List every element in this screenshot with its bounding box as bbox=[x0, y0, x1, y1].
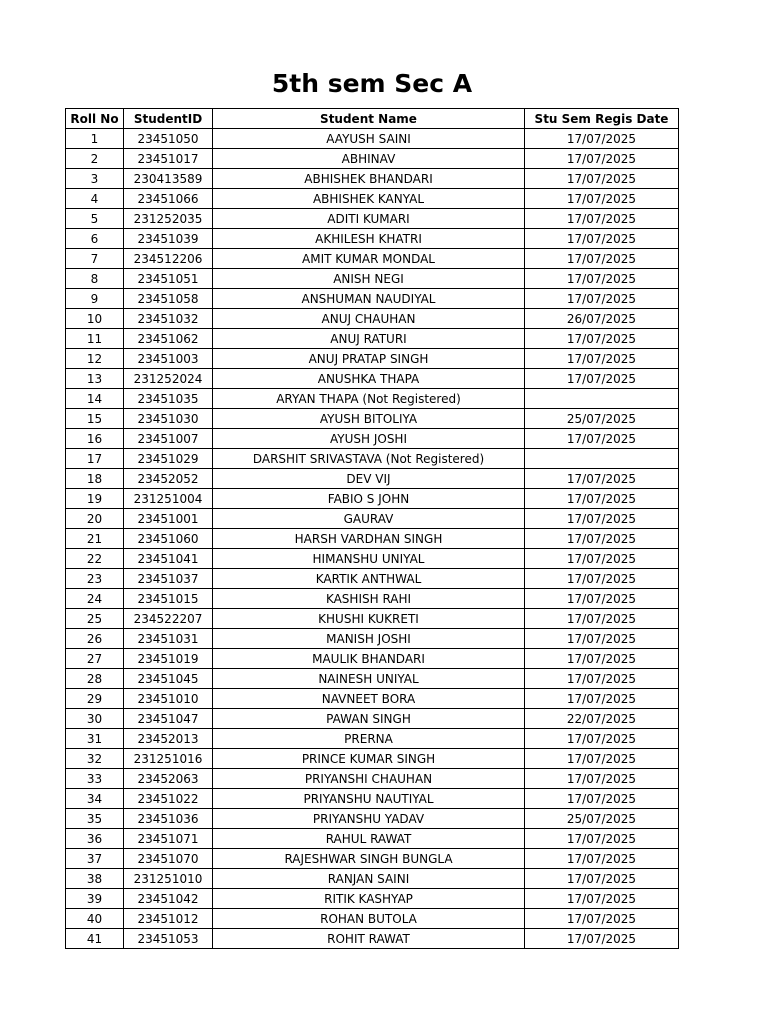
roll-no-cell: 20 bbox=[66, 509, 124, 529]
table-row bbox=[66, 409, 679, 429]
student-name-cell: AAYUSH SAINI bbox=[213, 129, 525, 149]
regis-date-cell bbox=[525, 449, 679, 469]
student-id-cell: 23451060 bbox=[124, 529, 213, 549]
header-student-name: Student Name bbox=[213, 109, 525, 129]
student-name-cell: MAULIK BHANDARI bbox=[213, 649, 525, 669]
student-name-cell: KHUSHI KUKRETI bbox=[213, 609, 525, 629]
roll-no-cell: 41 bbox=[66, 929, 124, 949]
roll-no-cell: 30 bbox=[66, 709, 124, 729]
table-row bbox=[66, 889, 679, 909]
student-name-cell: HARSH VARDHAN SINGH bbox=[213, 529, 525, 549]
student-name-cell: PAWAN SINGH bbox=[213, 709, 525, 729]
roll-no-cell: 25 bbox=[66, 609, 124, 629]
regis-date-cell: 17/07/2025 bbox=[525, 209, 679, 229]
student-name-cell: ROHAN BUTOLA bbox=[213, 909, 525, 929]
student-id-cell: 23451045 bbox=[124, 669, 213, 689]
regis-date-cell: 17/07/2025 bbox=[525, 229, 679, 249]
table-row bbox=[66, 509, 679, 529]
regis-date-cell: 17/07/2025 bbox=[525, 729, 679, 749]
student-id-cell: 23451022 bbox=[124, 789, 213, 809]
table-row bbox=[66, 549, 679, 569]
student-name-cell: ABHISHEK BHANDARI bbox=[213, 169, 525, 189]
roll-no-cell: 13 bbox=[66, 369, 124, 389]
table-row bbox=[66, 769, 679, 789]
regis-date-cell: 17/07/2025 bbox=[525, 649, 679, 669]
student-name-cell: ANUSHKA THAPA bbox=[213, 369, 525, 389]
student-table bbox=[65, 108, 679, 949]
student-name-cell: KARTIK ANTHWAL bbox=[213, 569, 525, 589]
student-name-cell: RANJAN SAINI bbox=[213, 869, 525, 889]
student-id-cell: 23451010 bbox=[124, 689, 213, 709]
table-row bbox=[66, 429, 679, 449]
table-body bbox=[66, 129, 679, 949]
student-name-cell: AYUSH JOSHI bbox=[213, 429, 525, 449]
table-row bbox=[66, 749, 679, 769]
student-name-cell: RITIK KASHYAP bbox=[213, 889, 525, 909]
student-name-cell: PRIYANSHU YADAV bbox=[213, 809, 525, 829]
roll-no-cell: 18 bbox=[66, 469, 124, 489]
table-row bbox=[66, 649, 679, 669]
student-name-cell: KASHISH RAHI bbox=[213, 589, 525, 609]
table-row bbox=[66, 309, 679, 329]
student-id-cell: 23451036 bbox=[124, 809, 213, 829]
roll-no-cell: 32 bbox=[66, 749, 124, 769]
roll-no-cell: 36 bbox=[66, 829, 124, 849]
regis-date-cell: 17/07/2025 bbox=[525, 569, 679, 589]
table-row bbox=[66, 189, 679, 209]
regis-date-cell: 22/07/2025 bbox=[525, 709, 679, 729]
student-id-cell: 23451012 bbox=[124, 909, 213, 929]
table-row bbox=[66, 689, 679, 709]
roll-no-cell: 29 bbox=[66, 689, 124, 709]
table-row bbox=[66, 449, 679, 469]
regis-date-cell: 17/07/2025 bbox=[525, 669, 679, 689]
regis-date-cell: 17/07/2025 bbox=[525, 429, 679, 449]
student-name-cell: RAHUL RAWAT bbox=[213, 829, 525, 849]
regis-date-cell: 17/07/2025 bbox=[525, 929, 679, 949]
student-id-cell: 23451017 bbox=[124, 149, 213, 169]
roll-no-cell: 3 bbox=[66, 169, 124, 189]
roll-no-cell: 19 bbox=[66, 489, 124, 509]
roll-no-cell: 35 bbox=[66, 809, 124, 829]
student-id-cell: 231251016 bbox=[124, 749, 213, 769]
student-name-cell: GAURAV bbox=[213, 509, 525, 529]
table-row bbox=[66, 849, 679, 869]
roll-no-cell: 40 bbox=[66, 909, 124, 929]
roll-no-cell: 39 bbox=[66, 889, 124, 909]
regis-date-cell: 17/07/2025 bbox=[525, 169, 679, 189]
student-id-cell: 23451053 bbox=[124, 929, 213, 949]
student-name-cell: ANSHUMAN NAUDIYAL bbox=[213, 289, 525, 309]
table-row bbox=[66, 869, 679, 889]
roll-no-cell: 28 bbox=[66, 669, 124, 689]
table-row bbox=[66, 609, 679, 629]
student-id-cell: 23451029 bbox=[124, 449, 213, 469]
roll-no-cell: 37 bbox=[66, 849, 124, 869]
regis-date-cell: 17/07/2025 bbox=[525, 149, 679, 169]
header-student-id: StudentID bbox=[124, 109, 213, 129]
student-name-cell: FABIO S JOHN bbox=[213, 489, 525, 509]
roll-no-cell: 5 bbox=[66, 209, 124, 229]
table-row bbox=[66, 129, 679, 149]
student-name-cell: HIMANSHU UNIYAL bbox=[213, 549, 525, 569]
table-row bbox=[66, 369, 679, 389]
regis-date-cell: 17/07/2025 bbox=[525, 289, 679, 309]
student-id-cell: 23451003 bbox=[124, 349, 213, 369]
student-name-cell: AMIT KUMAR MONDAL bbox=[213, 249, 525, 269]
student-id-cell: 23451015 bbox=[124, 589, 213, 609]
roll-no-cell: 33 bbox=[66, 769, 124, 789]
regis-date-cell: 17/07/2025 bbox=[525, 549, 679, 569]
regis-date-cell: 17/07/2025 bbox=[525, 129, 679, 149]
student-name-cell: NAINESH UNIYAL bbox=[213, 669, 525, 689]
roll-no-cell: 17 bbox=[66, 449, 124, 469]
regis-date-cell: 17/07/2025 bbox=[525, 749, 679, 769]
roll-no-cell: 34 bbox=[66, 789, 124, 809]
student-id-cell: 23451032 bbox=[124, 309, 213, 329]
student-id-cell: 23451062 bbox=[124, 329, 213, 349]
student-name-cell: ROHIT RAWAT bbox=[213, 929, 525, 949]
student-id-cell: 23451039 bbox=[124, 229, 213, 249]
regis-date-cell: 17/07/2025 bbox=[525, 769, 679, 789]
student-name-cell: ARYAN THAPA (Not Registered) bbox=[213, 389, 525, 409]
student-id-cell: 23451037 bbox=[124, 569, 213, 589]
student-name-cell: PRIYANSHI CHAUHAN bbox=[213, 769, 525, 789]
student-name-cell: ADITI KUMARI bbox=[213, 209, 525, 229]
table-row bbox=[66, 789, 679, 809]
regis-date-cell: 17/07/2025 bbox=[525, 489, 679, 509]
student-id-cell: 23451071 bbox=[124, 829, 213, 849]
roll-no-cell: 8 bbox=[66, 269, 124, 289]
regis-date-cell: 17/07/2025 bbox=[525, 909, 679, 929]
regis-date-cell: 17/07/2025 bbox=[525, 789, 679, 809]
table-row bbox=[66, 629, 679, 649]
table-row bbox=[66, 929, 679, 949]
roll-no-cell: 26 bbox=[66, 629, 124, 649]
regis-date-cell: 26/07/2025 bbox=[525, 309, 679, 329]
regis-date-cell: 17/07/2025 bbox=[525, 249, 679, 269]
regis-date-cell bbox=[525, 389, 679, 409]
student-name-cell: ANUJ CHAUHAN bbox=[213, 309, 525, 329]
student-id-cell: 23452063 bbox=[124, 769, 213, 789]
student-id-cell: 23451007 bbox=[124, 429, 213, 449]
roll-no-cell: 27 bbox=[66, 649, 124, 669]
table-row bbox=[66, 269, 679, 289]
roll-no-cell: 16 bbox=[66, 429, 124, 449]
student-id-cell: 23451047 bbox=[124, 709, 213, 729]
table-row bbox=[66, 469, 679, 489]
roll-no-cell: 2 bbox=[66, 149, 124, 169]
regis-date-cell: 17/07/2025 bbox=[525, 369, 679, 389]
roll-no-cell: 1 bbox=[66, 129, 124, 149]
header-regis-date: Stu Sem Regis Date bbox=[525, 109, 679, 129]
table-row bbox=[66, 729, 679, 749]
student-id-cell: 234512206 bbox=[124, 249, 213, 269]
roll-no-cell: 12 bbox=[66, 349, 124, 369]
roll-no-cell: 38 bbox=[66, 869, 124, 889]
regis-date-cell: 17/07/2025 bbox=[525, 629, 679, 649]
table-row bbox=[66, 669, 679, 689]
table-row bbox=[66, 909, 679, 929]
student-id-cell: 23451070 bbox=[124, 849, 213, 869]
regis-date-cell: 17/07/2025 bbox=[525, 529, 679, 549]
roll-no-cell: 23 bbox=[66, 569, 124, 589]
regis-date-cell: 17/07/2025 bbox=[525, 849, 679, 869]
roll-no-cell: 24 bbox=[66, 589, 124, 609]
student-id-cell: 23451050 bbox=[124, 129, 213, 149]
roll-no-cell: 7 bbox=[66, 249, 124, 269]
student-id-cell: 231251004 bbox=[124, 489, 213, 509]
regis-date-cell: 17/07/2025 bbox=[525, 269, 679, 289]
student-name-cell: ANUJ PRATAP SINGH bbox=[213, 349, 525, 369]
student-id-cell: 231251010 bbox=[124, 869, 213, 889]
student-name-cell: PRINCE KUMAR SINGH bbox=[213, 749, 525, 769]
table-row bbox=[66, 149, 679, 169]
regis-date-cell: 17/07/2025 bbox=[525, 609, 679, 629]
student-id-cell: 23452052 bbox=[124, 469, 213, 489]
student-name-cell: MANISH JOSHI bbox=[213, 629, 525, 649]
student-name-cell: RAJESHWAR SINGH BUNGLA bbox=[213, 849, 525, 869]
student-name-cell: NAVNEET BORA bbox=[213, 689, 525, 709]
student-name-cell: DARSHIT SRIVASTAVA (Not Registered) bbox=[213, 449, 525, 469]
table-row bbox=[66, 229, 679, 249]
roll-no-cell: 14 bbox=[66, 389, 124, 409]
roll-no-cell: 11 bbox=[66, 329, 124, 349]
table-row bbox=[66, 589, 679, 609]
table-row bbox=[66, 809, 679, 829]
student-id-cell: 23451031 bbox=[124, 629, 213, 649]
student-name-cell: DEV VIJ bbox=[213, 469, 525, 489]
student-name-cell: ANISH NEGI bbox=[213, 269, 525, 289]
roll-no-cell: 22 bbox=[66, 549, 124, 569]
regis-date-cell: 17/07/2025 bbox=[525, 189, 679, 209]
roll-no-cell: 15 bbox=[66, 409, 124, 429]
roll-no-cell: 31 bbox=[66, 729, 124, 749]
table-row bbox=[66, 569, 679, 589]
table-row bbox=[66, 249, 679, 269]
regis-date-cell: 17/07/2025 bbox=[525, 689, 679, 709]
roll-no-cell: 6 bbox=[66, 229, 124, 249]
student-id-cell: 231252024 bbox=[124, 369, 213, 389]
header-roll-no: Roll No bbox=[66, 109, 124, 129]
student-id-cell: 23451041 bbox=[124, 549, 213, 569]
student-id-cell: 234522207 bbox=[124, 609, 213, 629]
student-id-cell: 23451035 bbox=[124, 389, 213, 409]
student-name-cell: ABHINAV bbox=[213, 149, 525, 169]
student-id-cell: 23451019 bbox=[124, 649, 213, 669]
table-row bbox=[66, 329, 679, 349]
student-id-cell: 23451058 bbox=[124, 289, 213, 309]
regis-date-cell: 17/07/2025 bbox=[525, 589, 679, 609]
regis-date-cell: 17/07/2025 bbox=[525, 829, 679, 849]
table-row bbox=[66, 209, 679, 229]
regis-date-cell: 25/07/2025 bbox=[525, 409, 679, 429]
table-row bbox=[66, 389, 679, 409]
student-name-cell: PRERNA bbox=[213, 729, 525, 749]
student-name-cell: AKHILESH KHATRI bbox=[213, 229, 525, 249]
table-row bbox=[66, 709, 679, 729]
table-row bbox=[66, 829, 679, 849]
regis-date-cell: 17/07/2025 bbox=[525, 509, 679, 529]
student-name-cell: ANUJ RATURI bbox=[213, 329, 525, 349]
regis-date-cell: 17/07/2025 bbox=[525, 869, 679, 889]
student-id-cell: 23451030 bbox=[124, 409, 213, 429]
regis-date-cell: 17/07/2025 bbox=[525, 469, 679, 489]
regis-date-cell: 17/07/2025 bbox=[525, 889, 679, 909]
table-row bbox=[66, 529, 679, 549]
table-row bbox=[66, 289, 679, 309]
student-id-cell: 23451066 bbox=[124, 189, 213, 209]
student-name-cell: PRIYANSHU NAUTIYAL bbox=[213, 789, 525, 809]
roll-no-cell: 4 bbox=[66, 189, 124, 209]
student-id-cell: 23451001 bbox=[124, 509, 213, 529]
student-id-cell: 23451051 bbox=[124, 269, 213, 289]
student-name-cell: ABHISHEK KANYAL bbox=[213, 189, 525, 209]
roll-no-cell: 9 bbox=[66, 289, 124, 309]
table-row bbox=[66, 169, 679, 189]
regis-date-cell: 25/07/2025 bbox=[525, 809, 679, 829]
table-header-row bbox=[66, 109, 679, 129]
roll-no-cell: 21 bbox=[66, 529, 124, 549]
table-row bbox=[66, 349, 679, 369]
regis-date-cell: 17/07/2025 bbox=[525, 329, 679, 349]
roll-no-cell: 10 bbox=[66, 309, 124, 329]
student-name-cell: AYUSH BITOLIYA bbox=[213, 409, 525, 429]
page-title: 5th sem Sec A bbox=[271, 69, 473, 98]
student-id-cell: 230413589 bbox=[124, 169, 213, 189]
regis-date-cell: 17/07/2025 bbox=[525, 349, 679, 369]
student-id-cell: 231252035 bbox=[124, 209, 213, 229]
student-id-cell: 23451042 bbox=[124, 889, 213, 909]
table-row bbox=[66, 489, 679, 509]
student-id-cell: 23452013 bbox=[124, 729, 213, 749]
